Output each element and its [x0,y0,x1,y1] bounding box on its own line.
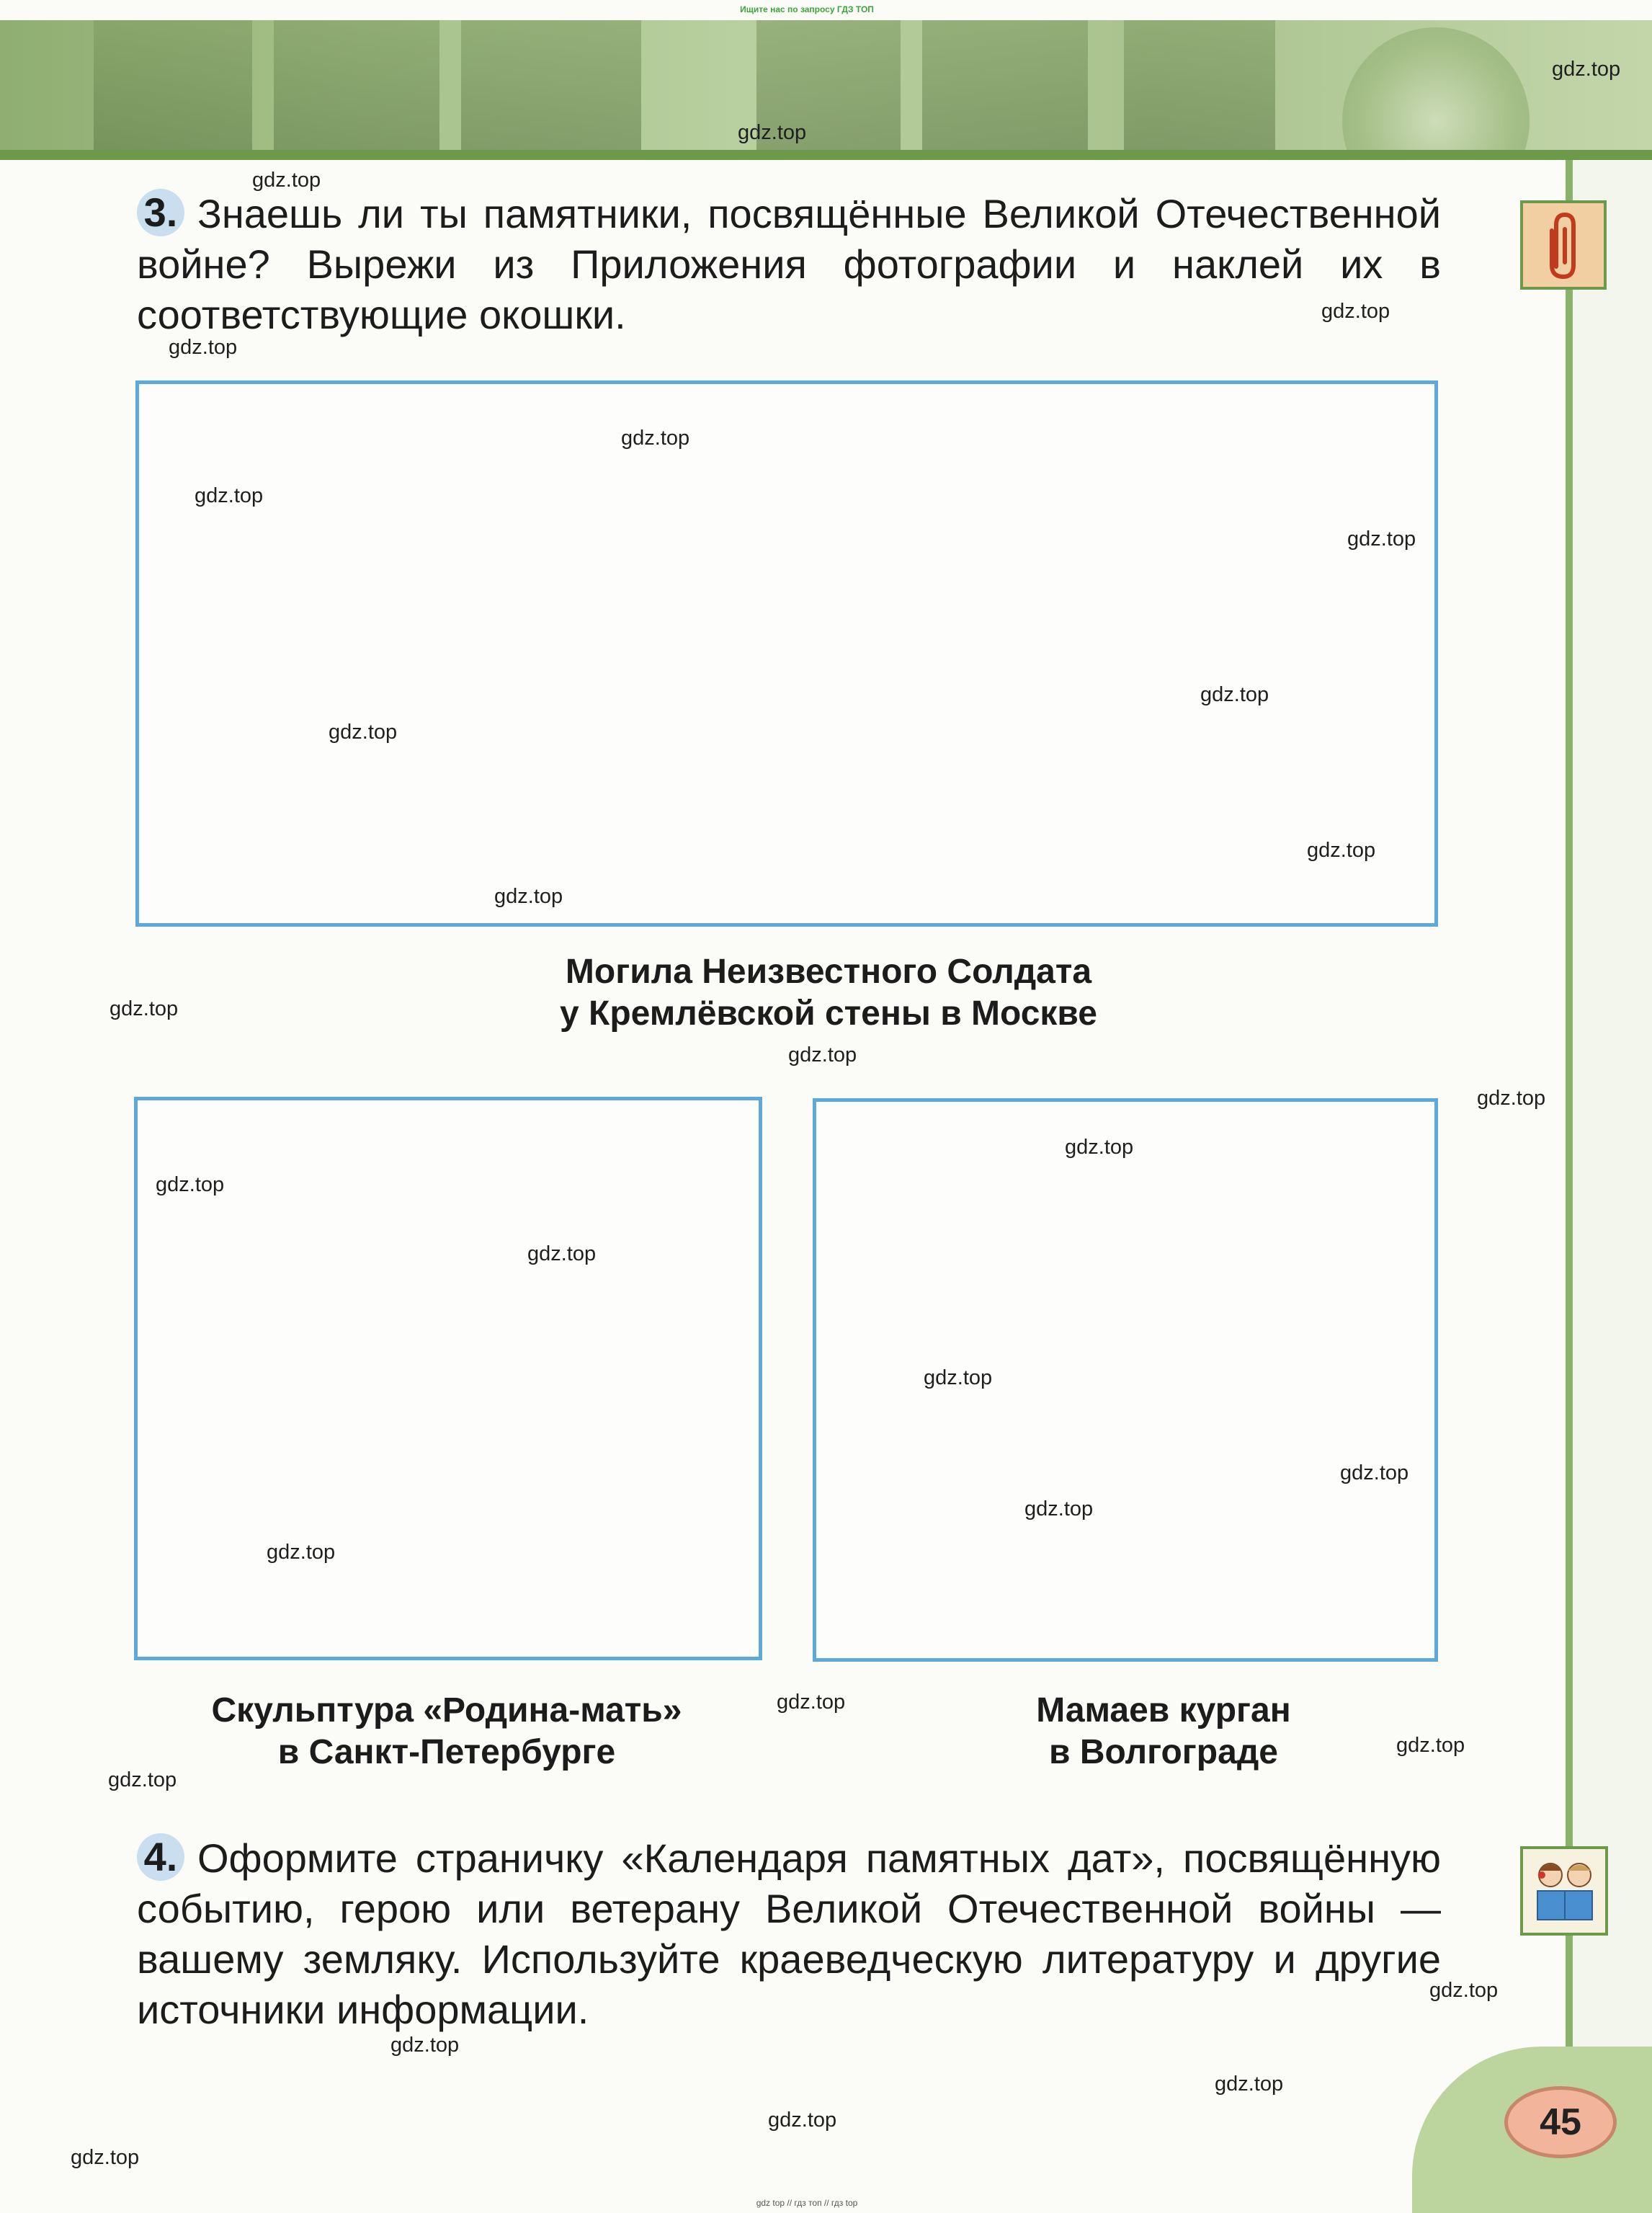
reading-kids-icon [1527,1853,1602,1928]
banner-portrait [461,20,641,150]
watermark: gdz.top [1065,1136,1134,1159]
task-3 [137,189,1441,340]
footer: gdz top // гдз топ // гдз top [756,2198,858,2208]
watermark: gdz.top [1477,1087,1546,1110]
task-4 [137,1833,1441,2035]
watermark: gdz.top [267,1541,336,1564]
watermark: gdz.top [1396,1734,1465,1757]
watermark: gdz.top [252,169,321,192]
top-notice: Ищите нас по запросу ГДЗ ТОП [740,4,874,14]
watermark: gdz.top [1024,1497,1094,1520]
page-number: 45 [1504,2086,1617,2158]
banner-portrait [1124,20,1275,150]
task-number: 4. [137,1833,184,1881]
kids-box [1520,1846,1608,1936]
watermark: gdz.top [924,1366,993,1389]
watermark: gdz.top [1307,839,1376,862]
banner-portrait [274,20,439,150]
caption-line: в Санкт-Петербурге [277,1733,616,1771]
watermark: gdz.top [738,121,807,144]
watermark: gdz.top [788,1043,857,1067]
caption-moscow [360,951,1297,1035]
watermark: gdz.top [1321,300,1390,323]
watermark: gdz.top [71,2146,140,2169]
watermark: gdz.top [1340,1461,1409,1484]
watermark: gdz.top [108,1768,177,1791]
paperclip-box [1520,200,1607,290]
caption-line: в Волгограде [1049,1733,1278,1771]
watermark: gdz.top [329,721,398,744]
watermark: gdz.top [169,336,238,359]
watermark: gdz.top [390,2034,460,2057]
watermark: gdz.top [621,427,690,450]
caption-line: Могила Неизвестного Солдата [565,953,1092,991]
paperclip-icon [1543,209,1584,281]
banner-portrait [94,20,252,150]
caption-spb [137,1690,756,1773]
banner-order-badge [1342,27,1530,150]
header-banner [0,20,1652,150]
task-text: Знаешь ли ты памятники, посвящённые Великой Отечественной войне? Вырежи из Приложения фотографии и наклей их в соответствующие окошки. [137,191,1441,337]
photo-frame-moscow[interactable] [135,380,1438,927]
watermark: gdz.top [777,1691,846,1714]
caption-line: Мамаев курган [1036,1691,1291,1729]
photo-frame-volgograd[interactable] [813,1098,1438,1662]
watermark: gdz.top [527,1242,597,1265]
task-text: Оформите страничку «Календаря памятных дат», посвящённую событию, герою или ветерану Великой Отечественной войны — вашему земляку. Используйте краеведческую литературу и другие источники информации. [137,1835,1441,2032]
watermark: gdz.top [1200,683,1269,706]
watermark: gdz.top [1552,58,1621,81]
banner-stripe [0,150,1652,160]
watermark: gdz.top [1347,527,1416,551]
banner-portrait [922,20,1088,150]
caption-line: Скульптура «Родина-мать» [211,1691,682,1729]
watermark: gdz.top [768,2109,837,2132]
task-number: 3. [137,189,184,236]
caption-volgograd [850,1690,1477,1773]
watermark: gdz.top [1215,2072,1284,2096]
watermark: gdz.top [494,885,563,908]
watermark: gdz.top [110,997,179,1020]
photo-frame-spb[interactable] [134,1097,762,1660]
caption-line: у Кремлёвской стены в Москве [560,994,1097,1033]
watermark: gdz.top [195,484,264,507]
watermark: gdz.top [156,1173,225,1196]
watermark: gdz.top [1429,1979,1499,2002]
